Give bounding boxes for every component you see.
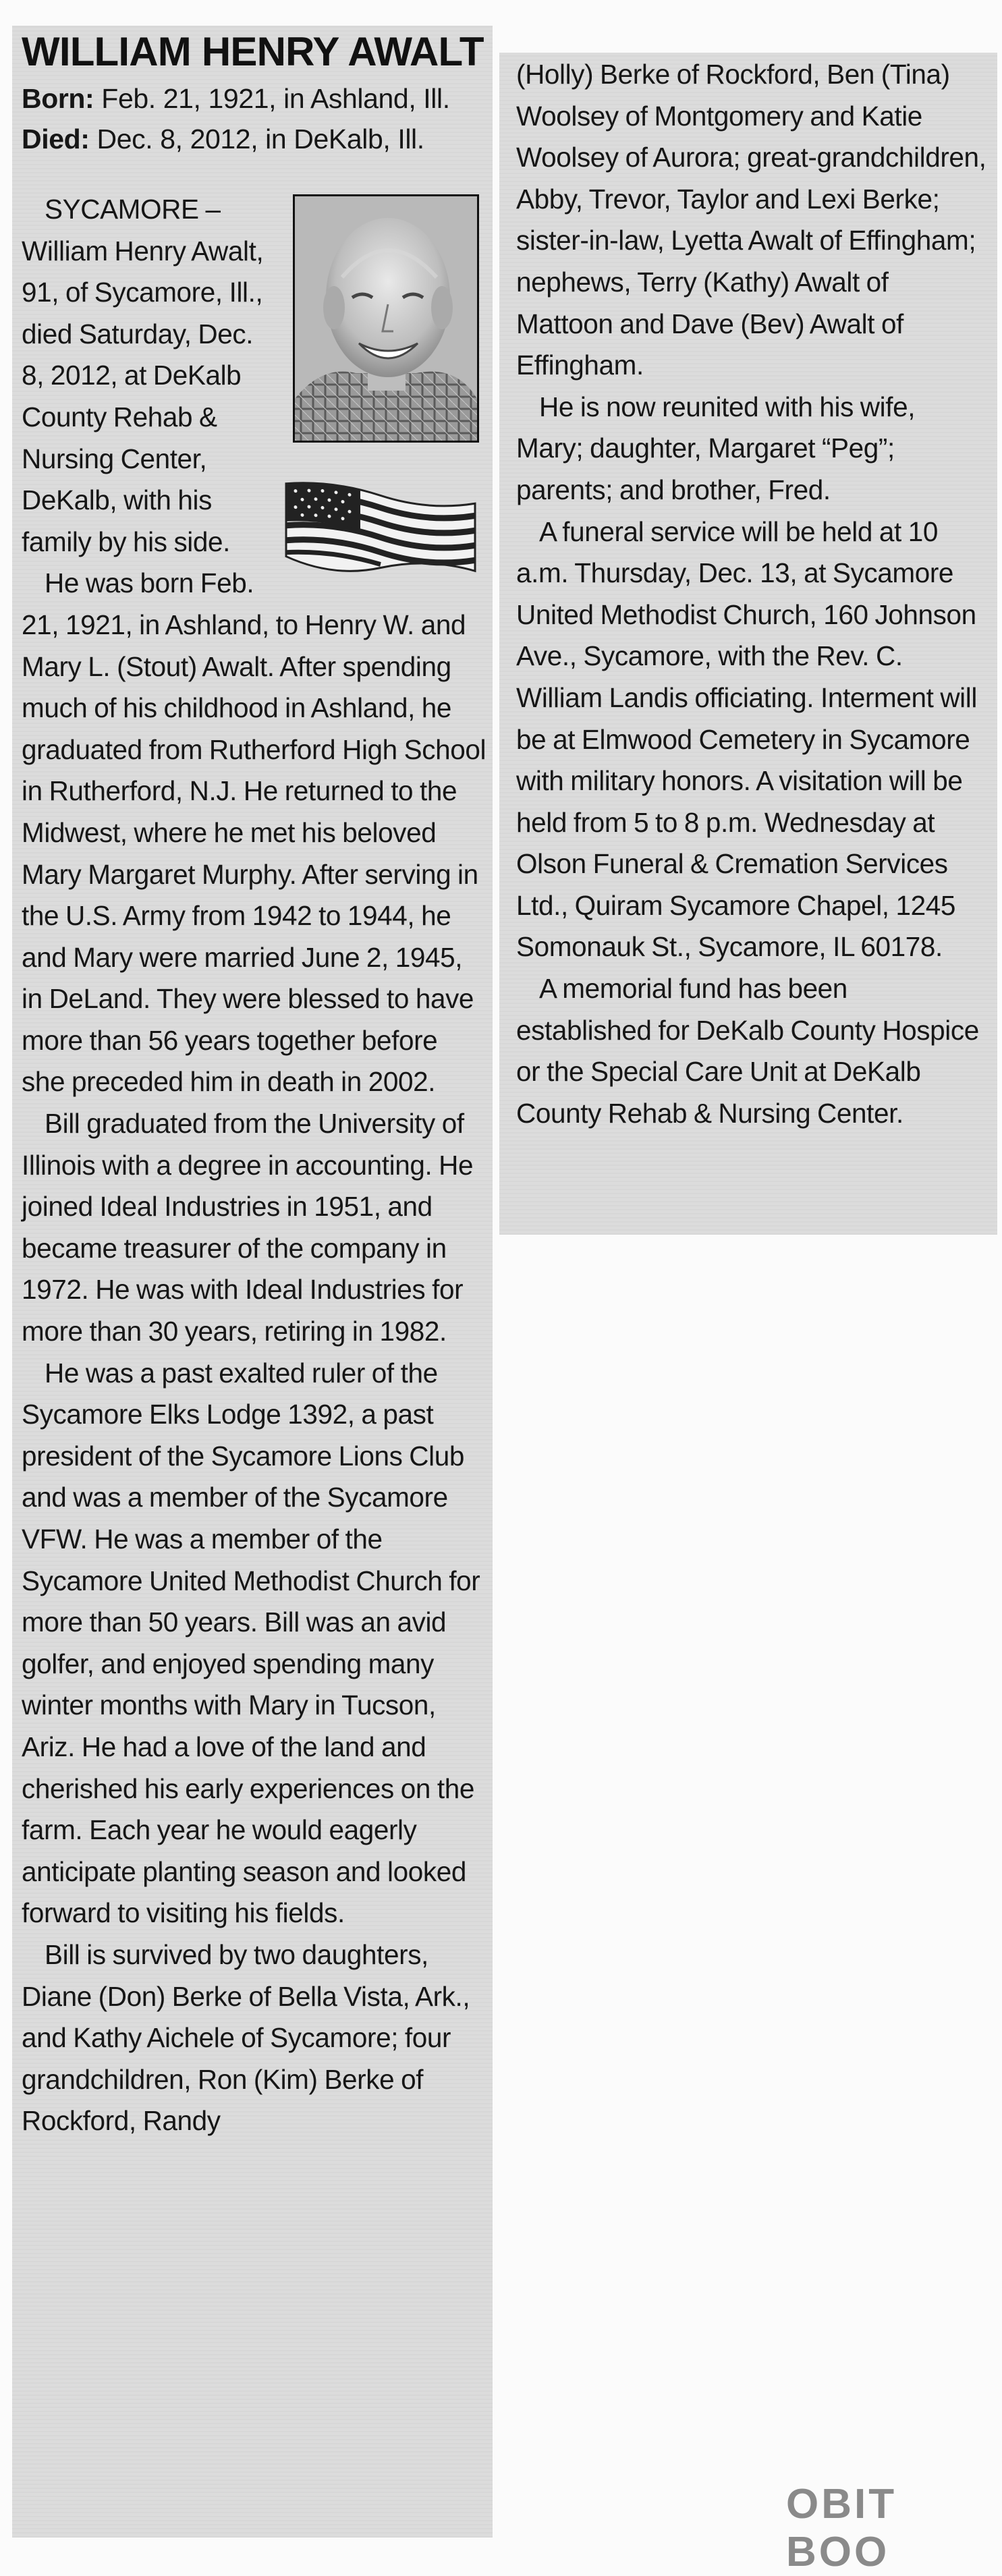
american-flag-icon [279, 476, 482, 578]
obituary-paragraph: Bill is survived by two daughters, Diane (Don) Berke of Bella Vista, Ark., and Kathy Aichele of Sycamore; four grandchildren, Ron (Kim) Berke of Rockford, Randy [22, 1938, 470, 2137]
born-label: Born: [22, 83, 94, 114]
obituary-paragraph: SYCAMORE – William Henry Awalt, 91, of Sycamore, Ill., died Saturday, Dec. 8, 2012, at DeKalb County Rehab & Nursing Center, DeKalb, with his family by his side. [22, 194, 264, 557]
obituary-right-column [516, 54, 989, 1134]
died-label: Died: [22, 123, 90, 155]
obituary-paragraph: (Holly) Berke of Rockford, Ben (Tina) Woolsey of Montgomery and Katie Woolsey of Aurora; great-grandchildren, Abby, Trevor, Taylor and Lexi Berke; sister-in-law, Lyetta Awalt of Effingham; nephews, Terry (Kathy) Awalt of Mattoon and Dave (Bev) Awalt of Effingham. [516, 59, 986, 381]
died-line [22, 119, 487, 159]
obituary-paragraph: He was a past exalted ruler of the Sycamore Elks Lodge 1392, a past president of the Sycamore Lions Club and was a member of the Sycamore VFW. He was a member of the Sycamore United Methodist Church for more than 50 years. Bill was an avid golfer, and enjoyed spending many winter months with Mary in Tucson, Ariz. He had a love of the land and cherished his early experiences on the farm. Each year he would eagerly anticipate planting season and looked forward to visiting his fields. [22, 1357, 480, 1929]
obituary-paragraph: He is now reunited with his wife, Mary; daughter, Margaret “Peg”; parents; and brother, Fred. [516, 391, 916, 505]
portrait-image [295, 196, 477, 441]
obituary-paragraph: Bill graduated from the University of Illinois with a degree in accounting. He joined Ideal Industries in 1951, and became treasurer of the company in 1972. He was with Ideal Industries for more than 30 years, retiring in 1982. [22, 1108, 474, 1347]
died-text: Dec. 8, 2012, in DeKalb, Ill. [89, 123, 424, 155]
photo-and-flag [285, 194, 487, 565]
obituary-left-column [22, 30, 487, 2142]
obituary-paragraph: A memorial fund has been established for DeKalb County Hospice or the Special Care Unit at DeKalb County Rehab & Nursing Center. [516, 973, 979, 1129]
born-line [22, 78, 487, 119]
obituary-paragraph: A funeral service will be held at 10 a.m. Thursday, Dec. 13, at Sycamore United Methodist Church, 160 Johnson Ave., Sycamore, with the Rev. C. William Landis officiating. Interment will be at Elmwood Cemetery in Sycamore with military honors. A visitation will be held from 5 to 8 p.m. Wednesday at Olson Funeral & Cremation Services Ltd., Quiram Sycamore Chapel, 1245 Somonauk St., Sycamore, IL 60178. [516, 515, 977, 963]
born-text: Feb. 21, 1921, in Ashland, Ill. [94, 83, 450, 114]
obituary-paragraph: He was born Feb. 21, 1921, in Ashland, to Henry W. and Mary L. (Stout) Awalt. After spending much of his childhood in Ashland, he graduated from Rutherford High School in Rutherford, N.J. He returned to the Midwest, where he met his beloved Mary Margaret Murphy. After serving in the U.S. Army from 1942 to 1944, he and Mary were married June 2, 1945, in DeLand. They were blessed to have more than 56 years together before she preceded him in death in 2002. [22, 567, 486, 1098]
obit-book-stamp: OBIT BOO [786, 2481, 897, 2575]
obituary-name-headline: WILLIAM HENRY AWALT [22, 29, 484, 74]
vitals-block [22, 78, 487, 159]
portrait-photo [293, 194, 479, 443]
